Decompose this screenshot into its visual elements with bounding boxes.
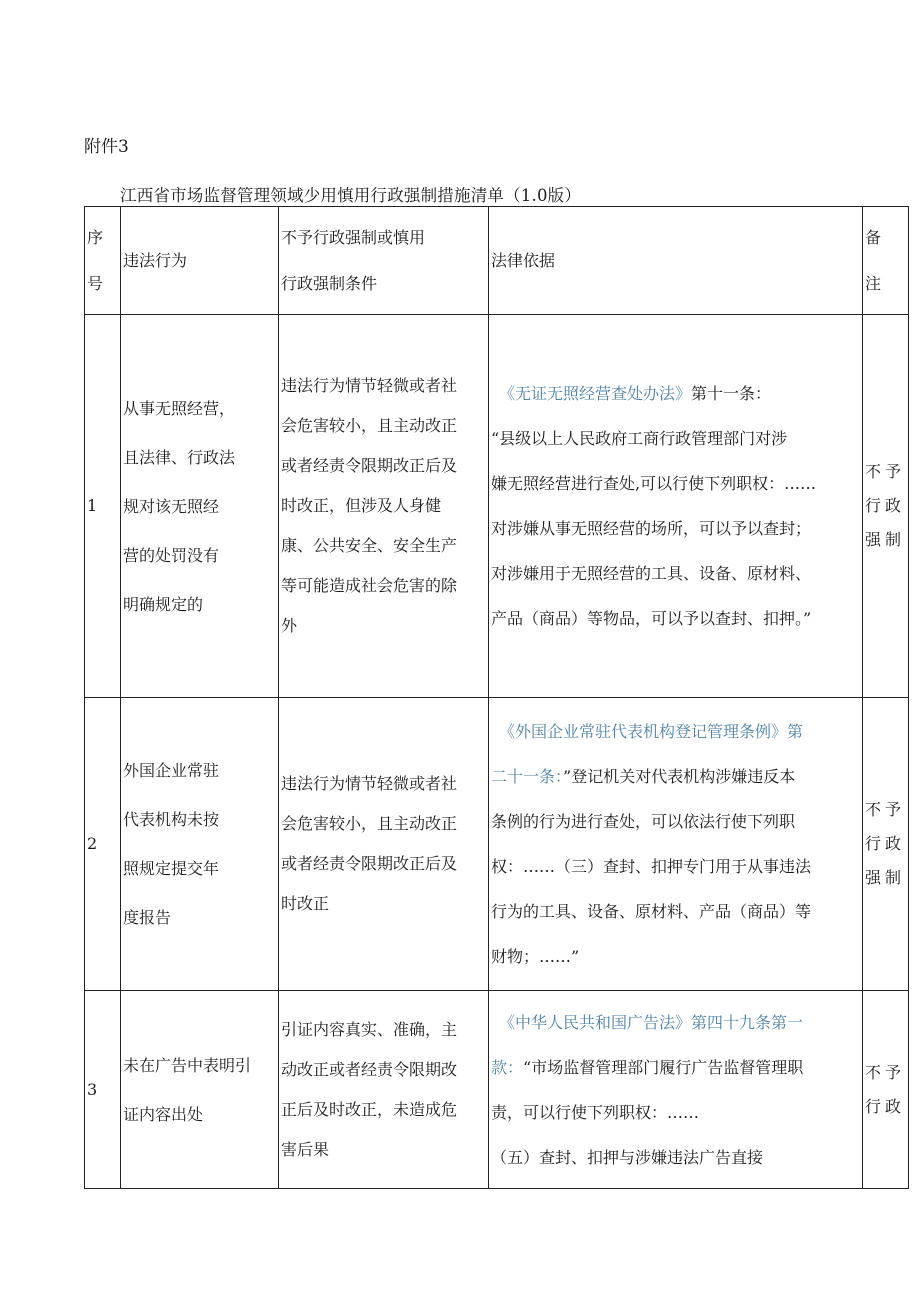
legal-basis-text: ”登记机关对代表机构涉嫌违反本 条例的行为进行查处，可以依法行使下列职 权：……（三）查封、扣押专门用于从事违法 行为的工具、设备、原材料、产品（商品）等 财物；……” [491,767,812,966]
header-no [85,207,121,315]
header-basis [489,207,863,315]
row-number-text: 3 [87,1079,98,1099]
table-row [85,315,909,698]
table-row [85,698,909,991]
header-condition-text: 不予行政强制或慎用 行政强制条件 [281,227,426,293]
note-cell [863,698,909,991]
violation-text: 未在广告中表明引 证内容出处 [123,1055,252,1124]
law-name: 《无证无照经营查处办法》 [507,384,692,403]
condition-cell [279,698,489,991]
table-row [85,991,909,1189]
row-number [85,315,121,698]
legal-basis-body [491,371,860,641]
row-number-text: 1 [87,496,98,515]
note-cell [863,315,909,698]
row-number [85,698,121,991]
condition-text: 引证内容真实、准确，主 动改正或者经责令限期改 正后及时改正，未造成危 害后果 [281,1019,458,1159]
violation-text: 从事无照经营， 且法律、行政法 规对该无照经 营的处罚没有 明确规定的 [123,398,236,614]
header-note [863,207,909,315]
condition-cell [279,991,489,1189]
condition-text: 违法行为情节轻微或者社 会危害较小，且主动改正 或者经责令限期改正后及 时改正，但涉及人身健 康、公共安全、安全生产 等可能造成社会危害的除 外 [281,376,458,635]
table-header-row [85,207,909,315]
violation-cell [121,991,279,1189]
violation-text: 外国企业常驻 代表机构未按 照规定提交年 度报告 [123,761,220,927]
header-no-text: 序 号 [87,227,104,293]
document-title: 江西省市场监督管理领域少用慎用行政强制措施清单（1.0版） [120,186,582,205]
header-act-text: 违法行为 [123,250,188,270]
law-name: 《外国企业常驻代表机构登记管理条例》第 二十一条： [491,722,804,786]
header-condition [279,207,489,315]
law-name: 《中华人民共和国广告法》第四十九条第一 款： [491,1012,804,1077]
header-basis-text: 法律依据 [491,250,556,270]
attachment-label: 附件3 [84,137,129,157]
legal-basis-text: “市场监督管理部门履行广告监督管理职 责，可以行使下列职权：…… （五）查封、扣押与涉嫌违法广告直接 [491,1057,804,1167]
note-cell [863,991,909,1189]
legal-basis-cell [489,698,863,991]
row-number-text: 2 [87,834,98,853]
legal-basis-cell [489,315,863,698]
condition-cell [279,315,489,698]
header-note-text: 备 注 [865,227,882,293]
row-number [85,991,121,1189]
violation-cell [121,698,279,991]
violation-cell [121,315,279,698]
note-text: 不予 行政 [865,1062,906,1116]
legal-basis-body [491,1000,860,1180]
note-text: 不予 行政 强制 [865,800,906,887]
legal-basis-body [491,709,860,979]
measures-table [84,206,909,1189]
header-act [121,207,279,315]
note-text: 不予 行政 强制 [865,462,906,549]
legal-basis-text: 第十一条： “县级以上人民政府工商行政管理部门对涉 嫌无照经营进行查处,可以行使下列职权：…… 对涉嫌从事无照经营的场所，可以予以查封； 对涉嫌用于无照经营的工具、设备、原材料、 产品（商品）等物品，可以予以查封、扣押。” [491,384,817,628]
legal-basis-cell [489,991,863,1189]
condition-text: 违法行为情节轻微或者社 会危害较小，且主动改正 或者经责令限期改正后及 时改正 [281,774,458,913]
